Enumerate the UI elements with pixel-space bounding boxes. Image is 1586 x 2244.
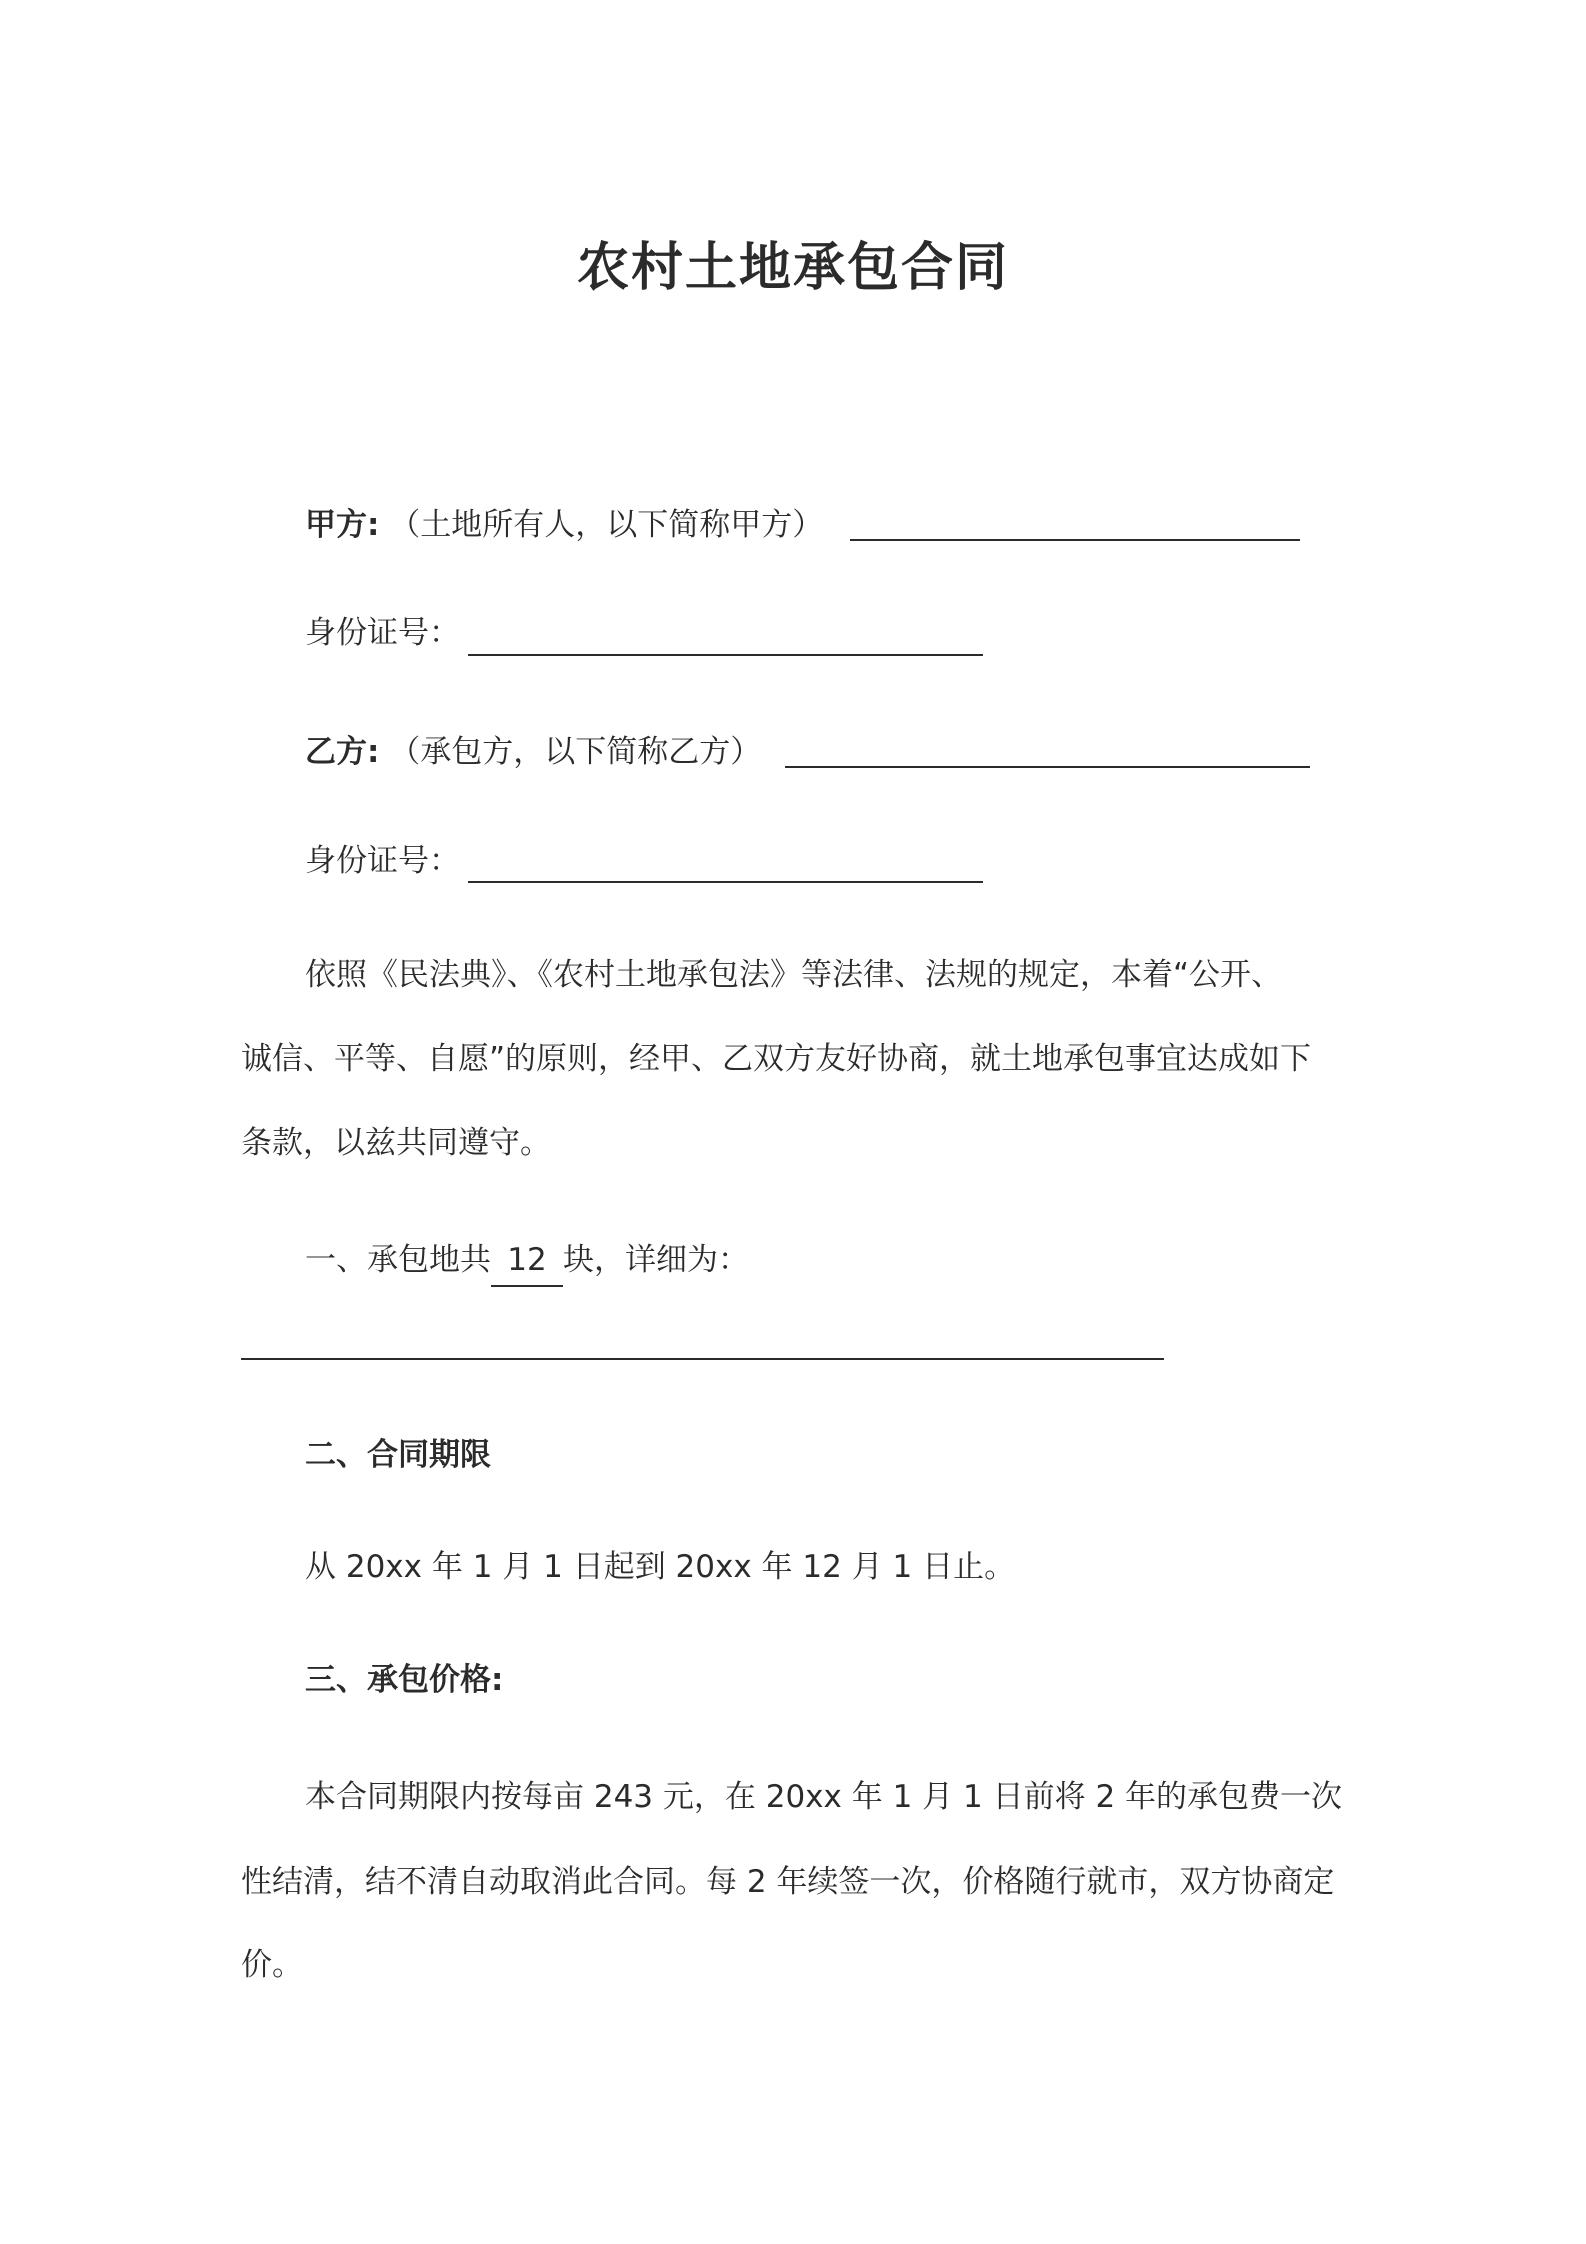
preamble-line-1: 依照《民法典》、《农村土地承包法》等法律、法规的规定，本着“公开、	[305, 957, 1283, 993]
party-a-id-label: 身份证号：	[305, 615, 460, 651]
section-3-line-3: 价。	[241, 1947, 303, 1983]
party-b-line	[305, 727, 761, 777]
party-b-id-label: 身份证号：	[305, 843, 460, 879]
party-a-id-line	[305, 608, 460, 658]
party-a-desc: （土地所有人，以下简称甲方）	[389, 507, 824, 543]
page-title: 农村土地承包合同	[576, 238, 1009, 298]
party-b-blank[interactable]	[785, 766, 1310, 768]
section-3-line-1: 本合同期限内按每亩 243 元，在 20xx 年 1 月 1 日前将 2 年的承包费一次	[305, 1779, 1343, 1815]
party-a-line	[305, 500, 823, 550]
section-3-heading: 三、承包价格:	[305, 1662, 504, 1698]
plot-details-blank[interactable]	[241, 1358, 1164, 1360]
preamble-line-2: 诚信、平等、自愿”的原则，经甲、乙双方友好协商，就土地承包事宜达成如下	[241, 1041, 1312, 1077]
party-b-label: 乙方:	[305, 734, 380, 770]
section-2-heading: 二、合同期限	[305, 1437, 491, 1473]
section-3-line-2: 性结清，结不清自动取消此合同。每 2 年续签一次，价格随行就市，双方协商定	[241, 1864, 1335, 1900]
party-a-id-blank[interactable]	[468, 654, 983, 656]
plot-count-field[interactable]: 12	[491, 1235, 563, 1287]
party-a-blank[interactable]	[850, 539, 1300, 541]
section-1-suffix: 块，详细为：	[563, 1242, 749, 1278]
party-b-id-line	[305, 836, 460, 886]
party-b-id-blank[interactable]	[468, 881, 983, 883]
section-1-line	[305, 1235, 749, 1287]
section-2-text: 从 20xx 年 1 月 1 日起到 20xx 年 12 月 1 日止。	[305, 1549, 1016, 1585]
party-b-desc: （承包方，以下简称乙方）	[389, 734, 762, 770]
party-a-label: 甲方:	[305, 507, 380, 543]
section-1-prefix: 一、承包地共	[305, 1242, 491, 1278]
preamble-line-3: 条款，以兹共同遵守。	[241, 1125, 551, 1161]
